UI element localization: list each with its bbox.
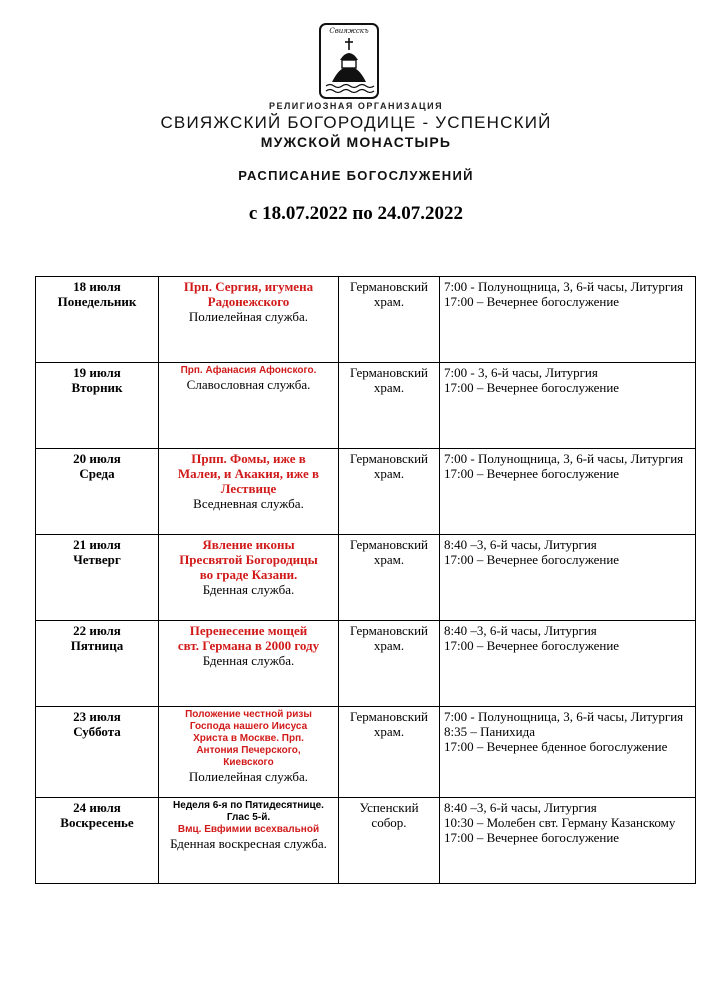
times-cell <box>440 449 696 535</box>
times-cell <box>440 535 696 621</box>
church-name: храм. <box>373 380 405 395</box>
time-entry: 7:00 - Полунощница, 3, 6-й часы, Литургия <box>444 709 684 724</box>
church-cell <box>339 363 440 449</box>
church-cell <box>339 277 440 363</box>
day-date: 18 июля <box>73 279 121 294</box>
day-cell <box>36 798 159 884</box>
feast-cell <box>159 798 339 884</box>
table-row <box>36 621 696 707</box>
schedule-title: РАСПИСАНИЕ БОГОСЛУЖЕНИЙ <box>238 168 474 183</box>
service-type: Полиелейная служба. <box>188 769 309 784</box>
time-entry: 17:00 – Вечернее богослужение <box>444 294 620 309</box>
service-type: Вседневная служба. <box>193 496 304 511</box>
feast-line: Положение честной ризы <box>185 709 312 720</box>
church-cell <box>339 621 440 707</box>
church-name: храм. <box>373 552 405 567</box>
church-name: Успенский <box>359 800 419 815</box>
day-weekday: Пятница <box>70 638 124 653</box>
service-type: Бденная воскресная служба. <box>170 836 327 851</box>
table-row <box>36 277 696 363</box>
times-cell <box>440 363 696 449</box>
day-weekday: Воскресенье <box>60 815 134 830</box>
day-cell <box>36 535 159 621</box>
feast-line: Киевского <box>223 757 274 768</box>
table-row <box>36 363 696 449</box>
church-name: Германовский <box>349 279 429 294</box>
church-name: собор. <box>371 815 407 830</box>
feast-line: Лествице <box>220 481 277 496</box>
table-row <box>36 707 696 798</box>
time-entry: 8:35 – Панихида <box>444 724 536 739</box>
day-cell <box>36 363 159 449</box>
church-cell <box>339 449 440 535</box>
time-entry: 8:40 –3, 6-й часы, Литургия <box>444 800 597 815</box>
feast-cell <box>159 449 339 535</box>
feast-line: Господа нашего Иисуса <box>189 721 308 732</box>
times-cell <box>440 798 696 884</box>
church-name: Германовский <box>349 451 429 466</box>
service-type: Бденная служба. <box>202 653 295 668</box>
church-name: храм. <box>373 724 405 739</box>
time-entry: 7:00 - Полунощница, 3, 6-й часы, Литургия <box>444 451 684 466</box>
time-entry: 7:00 - 3, 6-й часы, Литургия <box>444 365 598 380</box>
church-name: Германовский <box>349 709 429 724</box>
day-weekday: Суббота <box>73 724 121 739</box>
time-entry: 17:00 – Вечернее богослужение <box>444 552 620 567</box>
table-row <box>36 798 696 884</box>
feast-line: Прпп. Фомы, иже в <box>191 451 306 466</box>
day-date: 20 июля <box>73 451 121 466</box>
day-cell <box>36 449 159 535</box>
church-name: храм. <box>373 638 405 653</box>
service-type: Бденная служба. <box>202 582 295 597</box>
feast-line: Вмц. Евфимии всехвальной <box>177 824 320 835</box>
feast-line: свт. Германа в 2000 году <box>177 638 320 653</box>
schedule-table <box>35 276 696 884</box>
day-cell <box>36 621 159 707</box>
day-weekday: Вторник <box>71 380 123 395</box>
feast-line: Малеи, и Акакия, иже в <box>177 466 320 481</box>
day-date: 21 июля <box>73 537 121 552</box>
logo-lettering: Свияжскъ <box>329 27 369 35</box>
feast-line: Неделя 6-я по Пятидесятнице. <box>173 800 324 811</box>
time-entry: 7:00 - Полунощница, 3, 6-й часы, Литургия <box>444 279 684 294</box>
time-entry: 17:00 – Вечернее богослужение <box>444 380 620 395</box>
church-name: Германовский <box>349 365 429 380</box>
feast-cell <box>159 535 339 621</box>
church-cell <box>339 798 440 884</box>
church-name: Германовский <box>349 623 429 638</box>
day-date: 24 июля <box>73 800 121 815</box>
church-cell <box>339 707 440 798</box>
day-date: 19 июля <box>73 365 121 380</box>
time-entry: 17:00 – Вечернее бденное богослужение <box>444 739 668 754</box>
day-weekday: Среда <box>79 466 115 481</box>
time-entry: 8:40 –3, 6-й часы, Литургия <box>444 537 597 552</box>
feast-line: Христа в Москве. Прп. <box>193 733 304 744</box>
time-entry: 10:30 – Молебен свт. Герману Казанскому <box>444 815 676 830</box>
church-name: храм. <box>373 466 405 481</box>
feast-line: Явление иконы <box>202 537 295 552</box>
church-cell <box>339 535 440 621</box>
feast-line: во граде Казани. <box>199 567 298 582</box>
day-weekday: Четверг <box>73 552 121 567</box>
feast-cell <box>159 277 339 363</box>
feast-cell <box>159 363 339 449</box>
feast-line: Глас 5-й. <box>226 812 271 823</box>
times-cell <box>440 621 696 707</box>
times-cell <box>440 707 696 798</box>
time-entry: 8:40 –3, 6-й часы, Литургия <box>444 623 597 638</box>
church-name: храм. <box>373 294 405 309</box>
date-range: с 18.07.2022 по 24.07.2022 <box>248 203 464 224</box>
day-date: 23 июля <box>73 709 121 724</box>
feast-line: Антония Печерского, <box>196 745 301 756</box>
table-row <box>36 449 696 535</box>
feast-line: Прп. Афанасия Афонского. <box>180 365 317 376</box>
day-cell <box>36 277 159 363</box>
table-row <box>36 535 696 621</box>
time-entry: 17:00 – Вечернее богослужение <box>444 638 620 653</box>
org-subname: МУЖСКОЙ МОНАСТЫРЬ <box>260 134 452 150</box>
feast-line: Перенесение мощей <box>189 623 308 638</box>
org-name: СВИЯЖСКИЙ БОГОРОДИЦЕ - УСПЕНСКИЙ <box>160 113 552 132</box>
feast-cell <box>159 621 339 707</box>
times-cell <box>440 277 696 363</box>
monastery-logo <box>318 22 380 100</box>
org-type: РЕЛИГИОЗНАЯ ОРГАНИЗАЦИЯ <box>268 101 444 111</box>
feast-line: Прп. Сергия, игумена <box>183 279 314 294</box>
church-name: Германовский <box>349 537 429 552</box>
time-entry: 17:00 – Вечернее богослужение <box>444 830 620 845</box>
day-date: 22 июля <box>73 623 121 638</box>
service-type: Славословная служба. <box>186 377 311 392</box>
feast-cell <box>159 707 339 798</box>
feast-line: Пресвятой Богородицы <box>179 552 318 567</box>
service-type: Полиелейная служба. <box>188 309 309 324</box>
time-entry: 17:00 – Вечернее богослужение <box>444 466 620 481</box>
feast-line: Радонежского <box>207 294 290 309</box>
day-weekday: Понедельник <box>57 294 137 309</box>
day-cell <box>36 707 159 798</box>
